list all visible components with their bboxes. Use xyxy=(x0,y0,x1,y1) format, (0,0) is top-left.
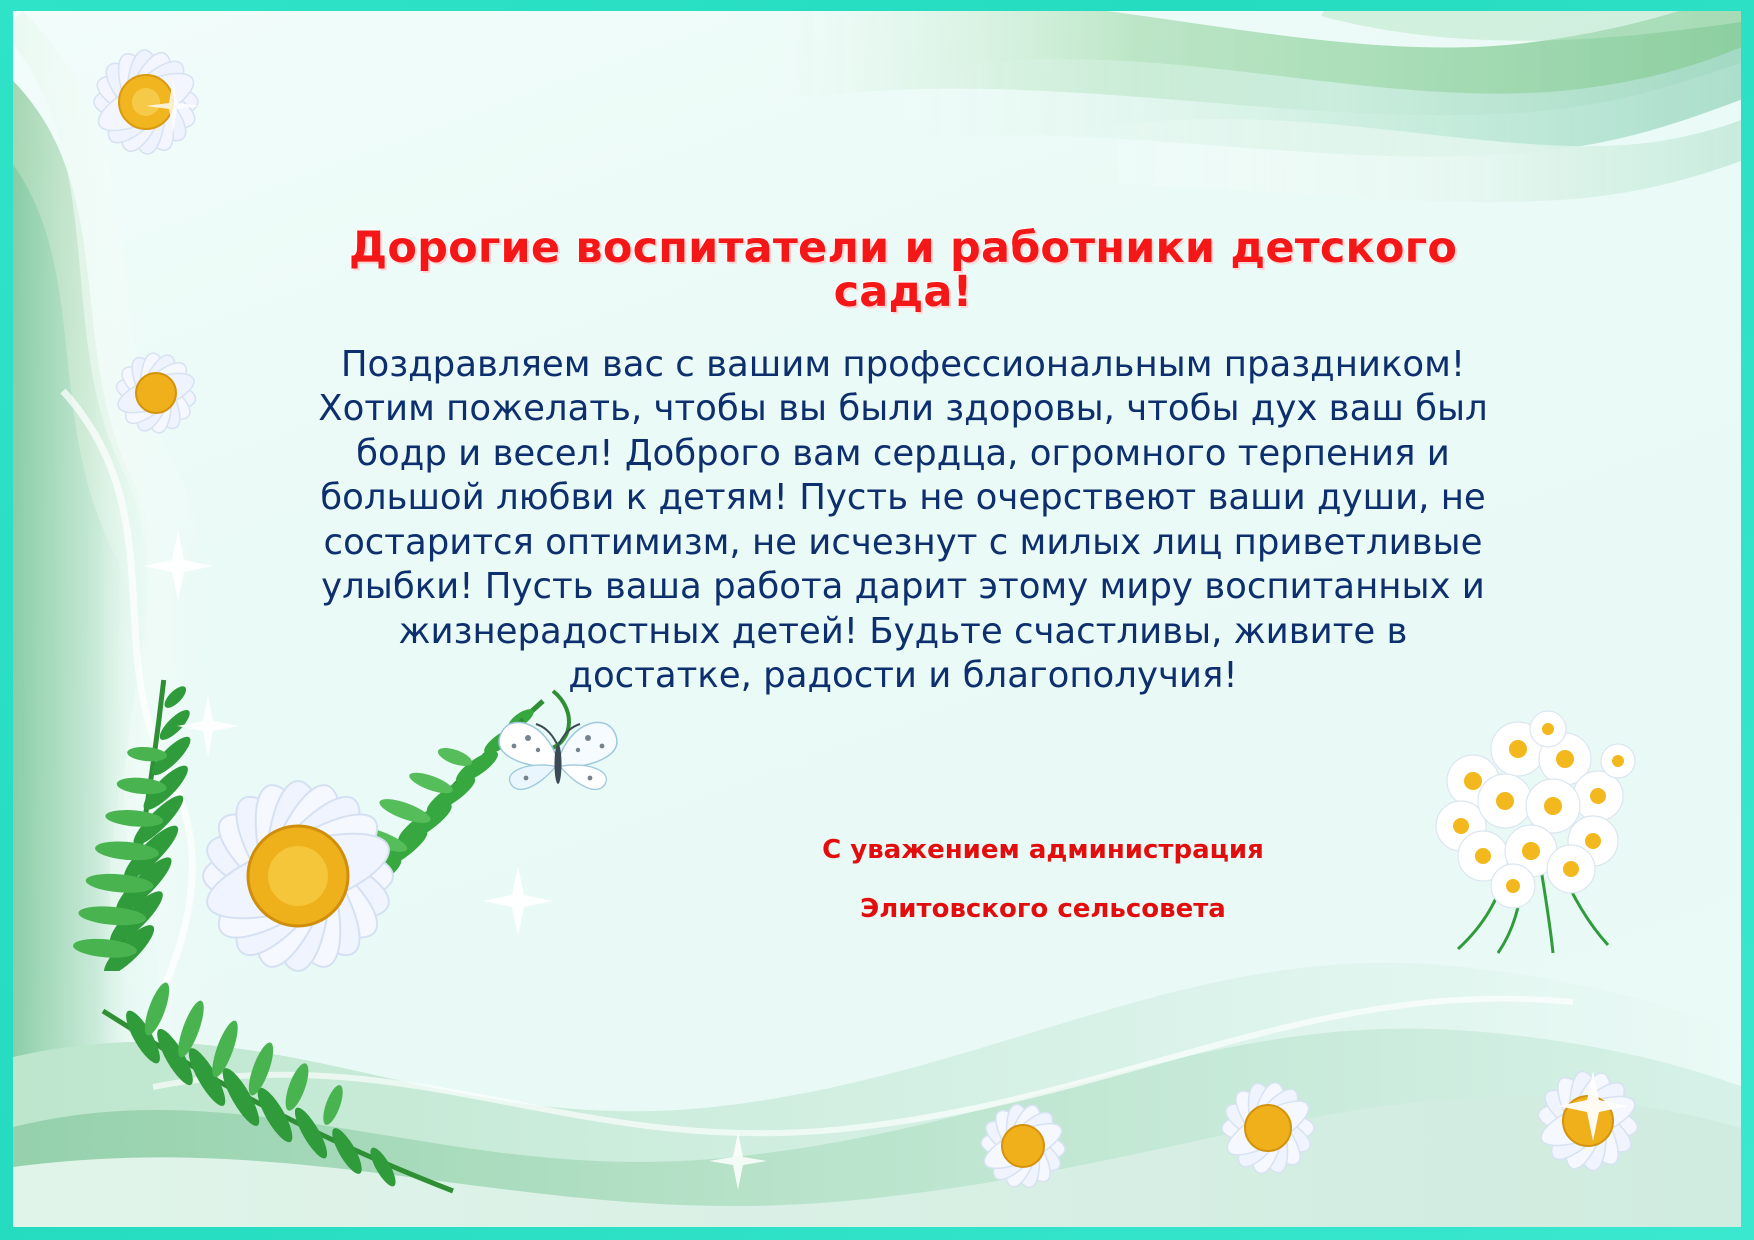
greeting-body-text: Поздравляем вас с вашим профессиональным праздником! Хотим пожелать, чтобы вы были здоровы, чтобы дух ваш был бодр и весел! Доброго вам сердца, огромного терпения и большой любви к детям! Пусть не очерствеют ваши души, не состарится оптимизм, не исчезнут с милых лиц приветливые улыбки! Пусть ваша работа дарит этому миру воспитанных и жизнерадостных детей! Будьте счастливы, живите в достатке, радости и благополучия! xyxy=(318,343,1488,697)
signature-block xyxy=(773,837,1313,922)
signature-line-1: С уважением администрация xyxy=(822,835,1264,865)
greeting-content xyxy=(313,223,1493,699)
card-inner-area xyxy=(13,11,1741,1227)
page-title: Дорогие воспитатели и работники детского сада! xyxy=(348,223,1458,318)
green-ribbon-swoosh-top xyxy=(781,11,1741,251)
butterfly-icon xyxy=(488,701,628,811)
signature-line-2: Элитовского сельсовета xyxy=(860,894,1226,924)
